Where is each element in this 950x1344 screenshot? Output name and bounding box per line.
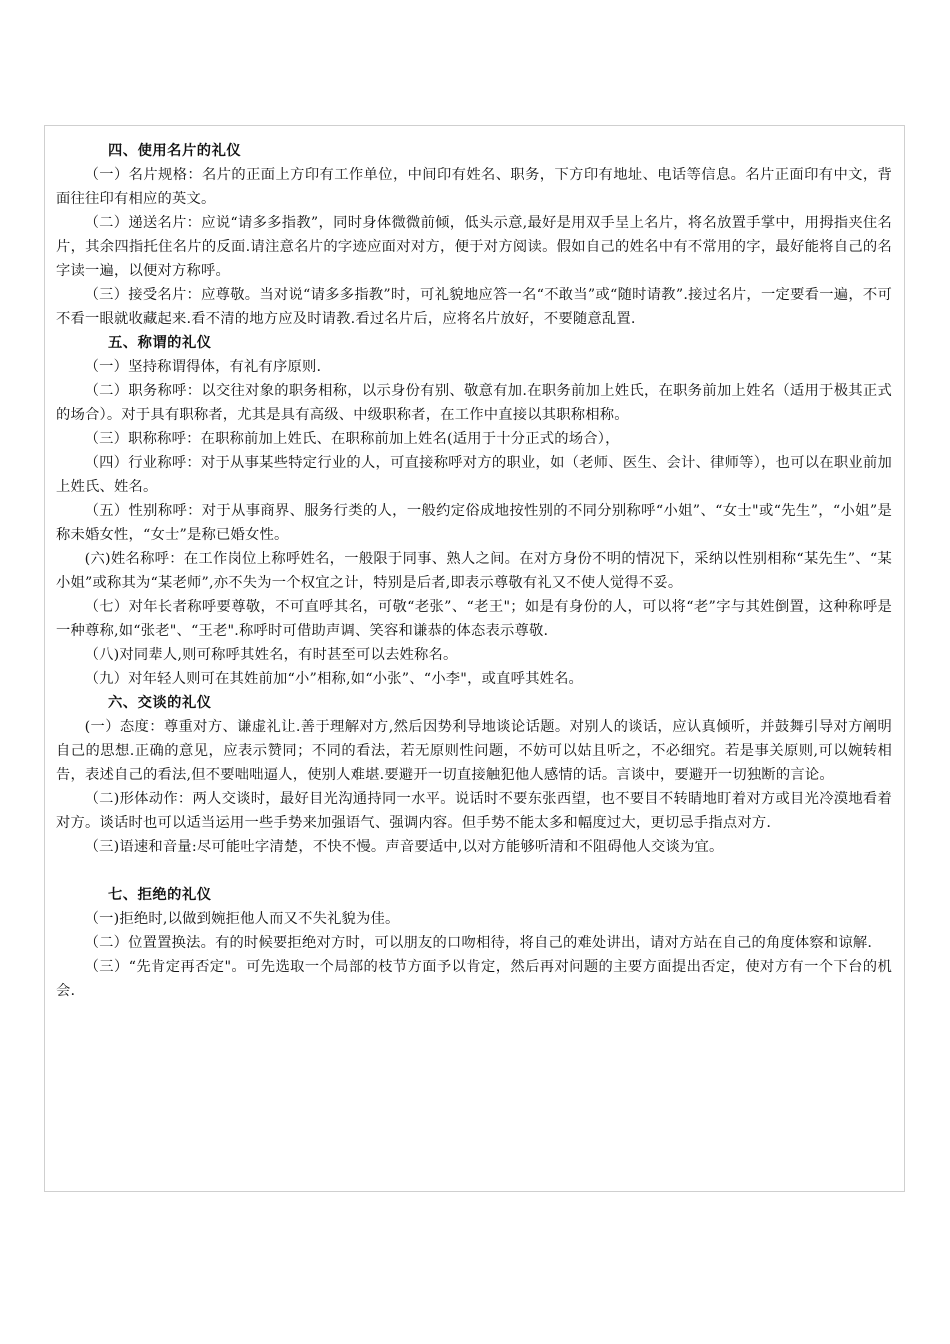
section-heading-refusal: 七、拒绝的礼仪 (108, 887, 212, 903)
paragraph: （三）“先肯定再否定"。可先选取一个局部的枝节方面予以肯定，然后再对问题的主要方面提出否定，使对方有一个下台的机会. (56, 959, 892, 999)
paragraph: （三）接受名片：应尊敬。当对说“请多多指教”时，可礼貌地应答一名“不敢当”或“随时请教”.接过名片，一定要看一遍，不可不看一眼就收藏起来.看不清的地方应及时请教.看过名片后，应将名片放好，不要随意乱置. (56, 287, 892, 327)
section-heading-conversation: 六、交谈的礼仪 (108, 695, 212, 711)
paragraph: (六)姓名称呼：在工作岗位上称呼姓名，一般限于同事、熟人之间。在对方身份不明的情况下，采纳以性别相称“某先生”、“某小姐”或称其为“某老师”,亦不失为一个权宜之计，特别是后者,即表示尊敬有礼又不使人觉得不妥。 (56, 551, 892, 591)
spacer (56, 859, 892, 883)
paragraph: （二）职务称呼：以交往对象的职务相称，以示身份有别、敬意有加.在职务前加上姓氏，在职务前加上姓名（适用于极其正式的场合）。对于具有职称者，尤其是具有高级、中级职称者，在工作中直接以其职称相称。 (56, 383, 892, 423)
paragraph: （五）性别称呼：对于从事商界、服务行类的人，一般约定俗成地按性别的不同分别称呼“小姐”、“女士"或“先生”，“小姐”是称未婚女性，“女士”是称已婚女性。 (56, 503, 892, 543)
section-heading-address-terms: 五、称谓的礼仪 (108, 335, 212, 351)
paragraph: （一）名片规格：名片的正面上方印有工作单位，中间印有姓名、职务，下方印有地址、电话等信息。名片正面印有中文，背面往往印有相应的英文。 (56, 167, 892, 207)
paragraph: (一）态度：尊重对方、谦虚礼让.善于理解对方,然后因势利导地谈论话题。对别人的谈话，应认真倾听，并鼓舞引导对方阐明自己的思想.正确的意见，应表示赞同；不同的看法，若无原则性问题，不妨可以姑且听之，不必细究。若是事关原则,可以婉转相告，表述自己的看法,但不要咄咄逼人，使别人难堪.要避开一切直接触犯他人感情的话。言谈中，要避开一切独断的言论。 (56, 719, 892, 783)
paragraph: （一)拒绝时,以做到婉拒他人而又不失礼貌为佳。 (84, 911, 400, 927)
paragraph: （二）位置置换法。有的时候要拒绝对方时，可以朋友的口吻相待，将自己的难处讲出，请对方站在自己的角度体察和谅解. (84, 935, 873, 951)
paragraph: （九）对年轻人则可在其姓前加“小”相称,如“小张”、“小李"，或直呼其姓名。 (84, 671, 584, 687)
paragraph: （七）对年长者称呼要尊敬，不可直呼其名，可敬“老张”、“老王"；如是有身份的人，可以将“老”字与其姓倒置，这种称呼是一种尊称,如“张老"、“王老".称呼时可借助声调、笑容和谦恭的体态表示尊敬. (56, 599, 892, 639)
paragraph: （四）行业称呼：对于从事某些特定行业的人，可直接称呼对方的职业，如（老师、医生、会计、律师等），也可以在职业前加上姓氏、姓名。 (56, 455, 892, 495)
section-heading-business-card: 四、使用名片的礼仪 (108, 143, 242, 159)
paragraph: （三)语速和音量:尽可能吐字清楚，不快不慢。声音要适中,以对方能够听清和不阻碍他人交谈为宜。 (84, 839, 724, 855)
paragraph: （二）递送名片：应说“请多多指教”，同时身体微微前倾，低头示意,最好是用双手呈上名片，将名放置手掌中，用拇指夹住名片，其余四指托住名片的反面.请注意名片的字迹应面对对方，便于对方阅读。假如自己的姓名中有不常用的字，最好能将自己的名字读一遍，以便对方称呼。 (56, 215, 892, 279)
paragraph: （三）职称称呼：在职称前加上姓氏、在职称前加上姓名(适用于十分正式的场合）， (84, 431, 620, 447)
document-body (56, 139, 892, 1003)
paragraph: （一）坚持称谓得体，有礼有序原则. (84, 359, 322, 375)
paragraph: （二)形体动作：两人交谈时，最好目光沟通持同一水平。说话时不要东张西望，也不要目不转睛地盯着对方或目光冷漠地看着对方。谈话时也可以适当运用一些手势来加强语气、强调内容。但手势不能太多和幅度过大，更切忌手指点对方. (56, 791, 892, 831)
paragraph: （八)对同辈人,则可称呼其姓名，有时甚至可以去姓称名。 (84, 647, 458, 663)
